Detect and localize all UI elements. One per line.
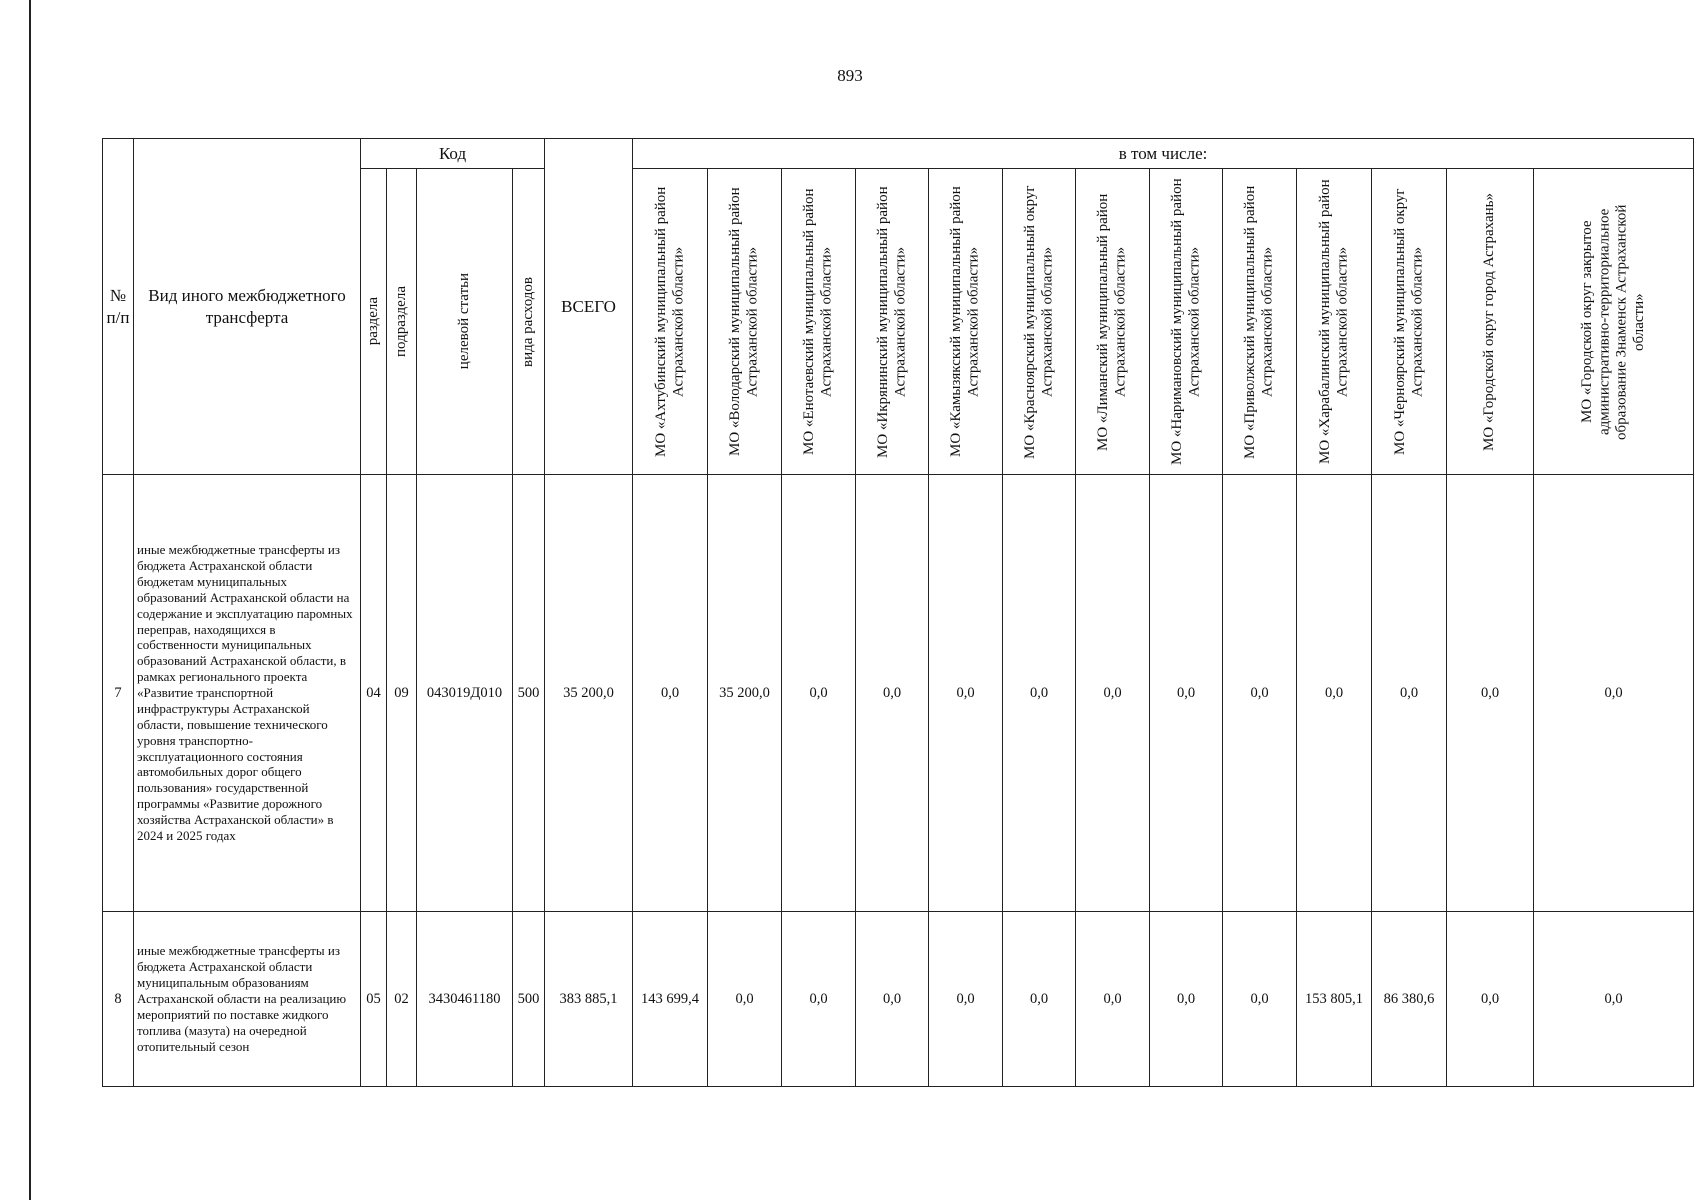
target-label: целевой статьи (455, 273, 472, 370)
row-value: 153 805,1 (1297, 912, 1372, 1087)
table-row (103, 475, 1694, 912)
col-header-target (417, 169, 513, 475)
expense-label: вида расходов (519, 276, 536, 367)
row-total: 35 200,0 (545, 475, 633, 912)
mo-8-label: МО «Наримановский муниципальный район Астраханской области» (1168, 178, 1203, 465)
col-header-mo-4 (856, 169, 929, 475)
row-value: 0,0 (782, 912, 856, 1087)
row-total: 383 885,1 (545, 912, 633, 1087)
row-section: 04 (361, 475, 387, 912)
binding-line (29, 0, 31, 1200)
mo-13-label: МО «Городской округ закрытое административно-территориальное образование Знаменск Астраханской области» (1579, 203, 1647, 440)
row-num: 7 (103, 475, 134, 912)
mo-1-label: МО «Ахтубинский муниципальный район Астраханской области» (652, 186, 687, 457)
row-value: 0,0 (782, 475, 856, 912)
row-value: 0,0 (633, 475, 708, 912)
mo-2-label: МО «Володарский муниципальный район Астраханской области» (727, 187, 761, 456)
row-value: 143 699,4 (633, 912, 708, 1087)
header-row-1 (103, 139, 1694, 169)
row-target: 043019Д010 (417, 475, 513, 912)
col-header-mo-9 (1223, 169, 1297, 475)
row-value: 0,0 (1003, 912, 1076, 1087)
col-header-section (361, 169, 387, 475)
row-value: 0,0 (1150, 912, 1223, 1087)
row-value: 35 200,0 (708, 475, 782, 912)
row-value: 0,0 (1372, 475, 1447, 912)
page-number: 893 (837, 66, 863, 85)
section-label: раздела (364, 297, 381, 346)
row-value: 0,0 (1223, 475, 1297, 912)
mo-7-label: МО «Лиманский муниципальный район Астраханской области» (1095, 192, 1129, 451)
mo-4-label: МО «Икрянинский муниципальный район Астраханской области» (874, 185, 909, 458)
row-subsection: 09 (387, 475, 417, 912)
row-value: 0,0 (1447, 912, 1534, 1087)
col-header-mo-2 (708, 169, 782, 475)
col-header-mo-3 (782, 169, 856, 475)
table-row (103, 912, 1694, 1087)
col-header-mo-7 (1076, 169, 1150, 475)
row-target: 3430461180 (417, 912, 513, 1087)
row-description: иные межбюджетные трансферты из бюджета Астраханской области муниципальным образованиям Астраханской области на реализацию мероприятий по поставке жидкого топлива (мазута) на очередной отопительный сезон (134, 912, 361, 1087)
row-value: 0,0 (708, 912, 782, 1087)
row-value: 0,0 (1150, 475, 1223, 912)
col-header-expense (513, 169, 545, 475)
row-section: 05 (361, 912, 387, 1087)
mo-6-label: МО «Красноярский муниципальный округ Астраханской области» (1021, 184, 1056, 459)
row-value: 0,0 (1076, 912, 1150, 1087)
subsection-label: подраздела (392, 286, 409, 357)
row-expense: 500 (513, 475, 545, 912)
row-value: 0,0 (1297, 475, 1372, 912)
row-value: 0,0 (1534, 912, 1694, 1087)
row-num: 8 (103, 912, 134, 1087)
mo-11-label: МО «Черноярский муниципальный округ Астраханской области» (1391, 188, 1426, 455)
mo-5-label: МО «Камызякский муниципальный район Астраханской области» (948, 186, 982, 457)
mo-12-label: МО «Городской округ город Астрахань» (1481, 192, 1498, 451)
col-header-mo-1 (633, 169, 708, 475)
row-value: 0,0 (929, 475, 1003, 912)
col-header-mo-8 (1150, 169, 1223, 475)
row-subsection: 02 (387, 912, 417, 1087)
row-value: 0,0 (1076, 475, 1150, 912)
col-header-total: ВСЕГО (545, 139, 633, 475)
row-value: 0,0 (856, 475, 929, 912)
row-value: 0,0 (1534, 475, 1694, 912)
col-header-mo-10 (1297, 169, 1372, 475)
col-header-mo-5 (929, 169, 1003, 475)
row-description: иные межбюджетные трансферты из бюджета Астраханской области бюджетам муниципальных образований Астраханской области на содержание и эксплуатацию паромных переправ, находящихся в собственности муниципальных образований Астраханской области, в рамках регионального проекта «Развитие транспортной инфраструктуры Астраханской области, повышение технического уровня транспортно-эксплуатационного состояния автомобильных дорог общего пользования» государственной программы «Развитие дорожного хозяйства Астраханской области» в 2024 и 2025 годах (134, 475, 361, 912)
mo-10-label: МО «Харабалинский муниципальный район Астраханской области» (1316, 179, 1351, 464)
num-label: № п/п (106, 286, 130, 327)
mo-9-label: МО «Приволжский муниципальный район Астраханской области» (1242, 184, 1276, 459)
row-value: 0,0 (1223, 912, 1297, 1087)
row-value: 0,0 (929, 912, 1003, 1087)
row-value: 0,0 (856, 912, 929, 1087)
transfers-table (102, 138, 1694, 1087)
col-header-type (134, 139, 361, 475)
col-header-mo-12 (1447, 169, 1534, 475)
row-value: 0,0 (1447, 475, 1534, 912)
col-header-mo-13 (1534, 169, 1694, 475)
col-header-code: Код (361, 139, 545, 169)
col-header-mo-11 (1372, 169, 1447, 475)
row-expense: 500 (513, 912, 545, 1087)
col-header-including: в том числе: (633, 139, 1694, 169)
type-label: Вид иного межбюджетного трансферта (148, 286, 346, 327)
row-value: 86 380,6 (1372, 912, 1447, 1087)
col-header-num (103, 139, 134, 475)
mo-3-label: МО «Енотаевский муниципальный район Астраханской области» (801, 188, 835, 455)
col-header-subsection (387, 169, 417, 475)
row-value: 0,0 (1003, 475, 1076, 912)
col-header-mo-6 (1003, 169, 1076, 475)
